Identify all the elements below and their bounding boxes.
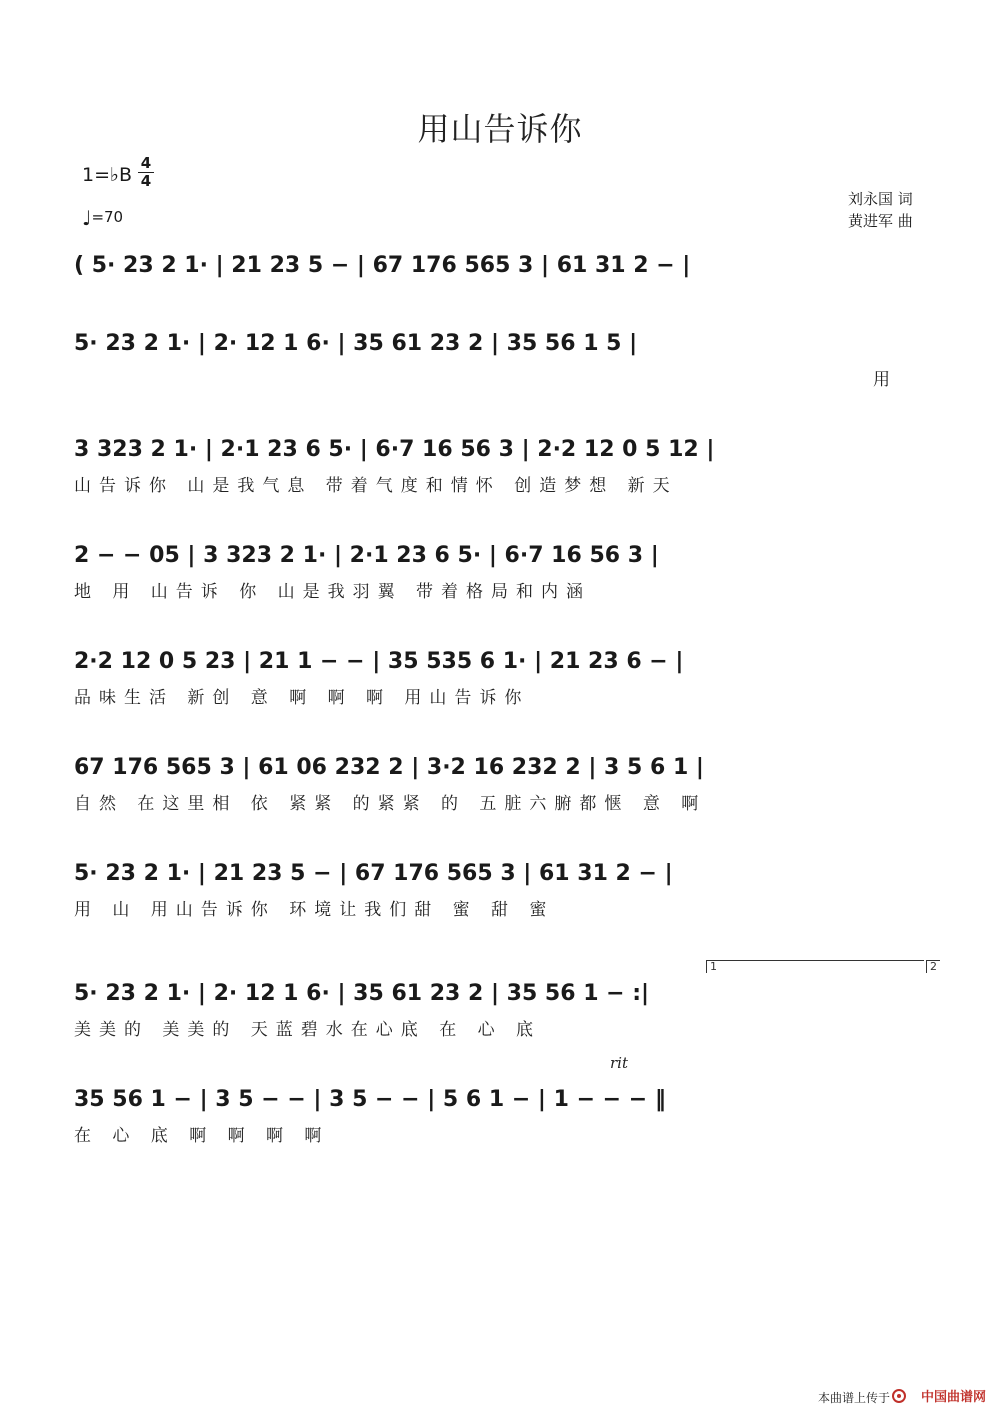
- upload-note: 本曲谱上传于: [817, 1391, 890, 1405]
- lyric-line: 山告诉你 山是我气息 带着气度和情怀 创造梦想 新天: [74, 476, 678, 496]
- lyricist-credit: 刘永国 词: [848, 190, 913, 208]
- time-signature: [138, 155, 154, 190]
- score-line-9: [0, 1054, 1000, 1180]
- score-line-2: [0, 324, 1000, 424]
- key-signature: 1=♭B: [82, 164, 133, 186]
- notation-line: 35 56 1 − | 3 5 − − | 3 5 − − | 5 6 1 − | 1 − − − ‖: [74, 1087, 666, 1112]
- rit-marking: rit: [610, 1054, 628, 1072]
- lyric-line: 在 心 底 啊 啊 啊 啊: [74, 1126, 330, 1146]
- score-line-8: [0, 960, 1000, 1074]
- lyric-line: 美美的 美美的 天蓝碧水在心底 在 心 底: [74, 1020, 542, 1040]
- score-line-4: [0, 536, 1000, 636]
- lyric-line: 自然 在这里相 依 紧紧 的紧紧 的 五脏六腑都惬 意 啊: [74, 794, 707, 814]
- volta-second: 2: [926, 960, 940, 973]
- notation-line: 5· 23 2 1· | 21 23 5 − | 67 176 565 3 | 61 31 2 − |: [74, 861, 673, 886]
- lyric-line: 用 山 用山告诉你 环境让我们甜 蜜 甜 蜜: [74, 900, 555, 920]
- score-line-3: [0, 430, 1000, 530]
- notation-line: 3 323 2 1· | 2·1 23 6 5· | 6·7 16 56 3 | 2·2 12 0 5 12 |: [74, 437, 715, 462]
- notation-line: 2 − − 05 | 3 323 2 1· | 2·1 23 6 5· | 6·7 16 56 3 |: [74, 543, 659, 568]
- tempo-value: =70: [91, 208, 124, 226]
- lyric-line: 品味生活 新创 意 啊 啊 啊 用山告诉你: [74, 688, 530, 708]
- notation-line: ( 5· 23 2 1· | 21 23 5 − | 67 176 565 3 | 61 31 2 − |: [74, 253, 691, 278]
- tempo-marking: [82, 206, 123, 230]
- notation-line: 5· 23 2 1· | 2· 12 1 6· | 35 61 23 2 | 35 56 1 5 |: [74, 331, 638, 356]
- composer-credit: 黄进军 曲: [848, 212, 913, 230]
- notation-line: 67 176 565 3 | 61 06 232 2 | 3·2 16 232 2 | 3 5 6 1 |: [74, 755, 704, 780]
- site-logo[interactable]: 中国曲谱网: [920, 1390, 986, 1405]
- notation-line: 5· 23 2 1· | 2· 12 1 6· | 35 61 23 2 | 35 56 1 − :|: [74, 981, 650, 1006]
- site-logo-icon: [892, 1389, 906, 1403]
- lyric-line: [74, 290, 926, 314]
- page-title: 用山告诉你: [417, 110, 583, 148]
- lyric-line: 地 用 山告诉 你 山是我羽翼 带着格局和内涵: [74, 582, 592, 602]
- quarter-note-icon: ♩: [82, 206, 92, 230]
- time-signature-top: 4: [140, 154, 152, 172]
- score-line-7: [0, 854, 1000, 954]
- score-line-5: [0, 642, 1000, 742]
- time-signature-bottom: 4: [140, 172, 152, 190]
- score-line-6: [0, 748, 1000, 848]
- lyric-line: 用: [873, 370, 898, 390]
- volta-first: 1: [706, 960, 924, 973]
- notation-line: 2·2 12 0 5 23 | 21 1 − − | 35 535 6 1· | 21 23 6 − |: [74, 649, 684, 674]
